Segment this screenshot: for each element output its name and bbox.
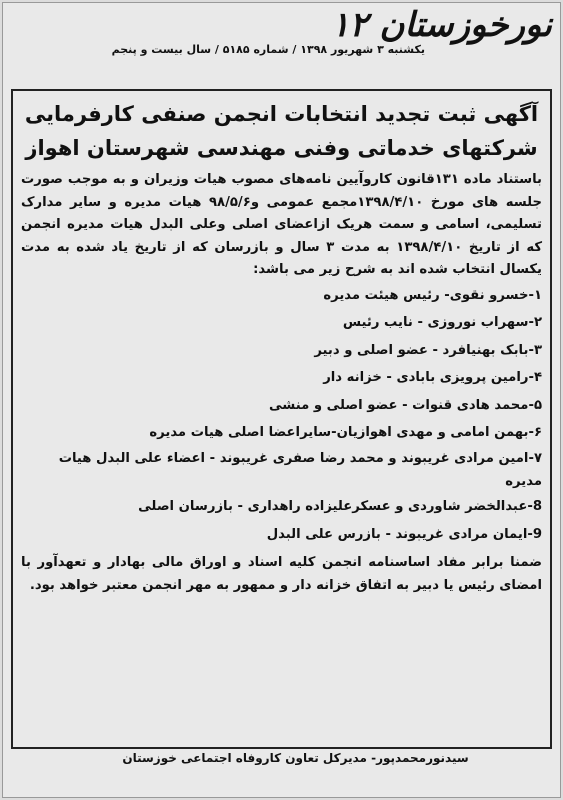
ad-body-text: باستناد ماده ۱۳۱قانون کاروآیین نامه‌های مصوب هیات وزیران و به موجب صورت جلسه های مورخ ۱۳۹۸/۴/۱۰مجمع عمومی و۹۸/۵/۶ هیات مدیره و سایر مدارک تسلیمی، اسامی و سمت هریک ازاعضای اصلی وعلی البدل هیات مدیره انجمن که از تاریخ ۱۳۹۸/۴/۱۰ به مدت ۳ سال و بازرسان که از تاریخ یاد شده به مدت یکسال انتخاب شده اند به شرح زیر می باشد: bbox=[21, 172, 542, 277]
issue-line: یکشنبه ۳ شهریور ۱۳۹۸ / شماره ۵۱۸۵ / سال بیست و پنجم bbox=[111, 43, 425, 56]
ad-title-line-1: آگهی ثبت تجدید انتخابات انجمن صنفی کارفرمایی bbox=[24, 102, 539, 126]
member-item-2: ۲-سهراب نوروزی - نایب رئیس bbox=[342, 315, 542, 331]
ad-footer-note: ضمنا برابر مفاد اساسنامه انجمن کلیه اسناد و اوراق مالی بهادار و تعهدآور با امضای رئیس یا دبیر به اتفاق خزانه دار و ممهور به مهر انجمن معتبر خواهد بود. bbox=[21, 555, 542, 593]
member-item-9: 9-ایمان مرادی غریبوند - بازرس علی البدل bbox=[266, 526, 542, 542]
newspaper-page bbox=[2, 2, 561, 798]
member-item-4: ۴-رامین پرویزی بابادی - خزانه دار bbox=[323, 370, 542, 386]
member-item-1: ۱-خسرو نقوی- رئیس هیئت مدیره bbox=[323, 287, 542, 303]
advertisement-box bbox=[11, 89, 552, 749]
newspaper-brand: نورخوزستان ۱۲ bbox=[331, 5, 552, 45]
ad-title-line-2: شرکتهای خدماتی وفنی مهندسی شهرستان اهواز bbox=[25, 136, 538, 160]
member-item-3: ۳-بابک بهنیافرد - عضو اصلی و دبیر bbox=[314, 342, 542, 358]
member-item-5: ۵-محمد هادی قنوات - عضو اصلی و منشی bbox=[268, 397, 542, 413]
signature-line: سیدنورمحمدپور- مدیرکل تعاون کاروفاه اجتماعی خوزستان bbox=[122, 751, 469, 765]
member-item-8: 8-عبدالخضر شاوردی و عسکرعلیزاده راهداری - بازرسان اصلی bbox=[138, 499, 542, 515]
masthead bbox=[3, 3, 560, 56]
member-item-6: ۶-بهمن امامی و مهدی اهوازیان-سایراعضا اصلی هیات مدیره bbox=[149, 425, 542, 441]
member-item-7: ۷-امین مرادی غریبوند و محمد رضا صفری غریبوند - اعضاء علی البدل هیات مدیره bbox=[58, 451, 542, 490]
